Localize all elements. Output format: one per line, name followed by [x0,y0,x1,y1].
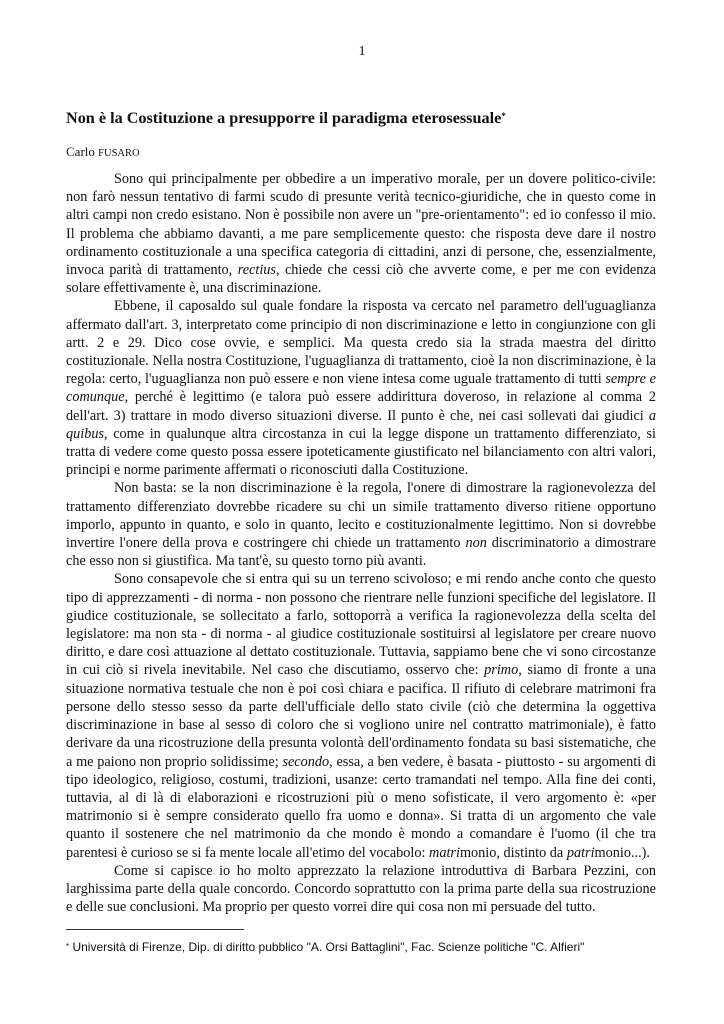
footnote-text: Università di Firenze, Dip. di diritto pubblico "A. Orsi Battaglini", Fac. Scienze politiche "C. Alfieri" [72,940,585,954]
paragraph-text: monio...). [594,844,650,861]
article-body [66,170,656,916]
body-paragraph [66,170,656,297]
italic-text: rectius [237,262,276,279]
author-first-name: Carlo [66,144,95,159]
body-paragraph [66,297,656,479]
italic-text: sempre e comunque [66,371,656,406]
paragraph-text: Ebbene, il caposaldo sul quale fondare la risposta va cercato nel parametro dell'uguaglianza affermato dall'art. 3, interpretato come principio di non discriminazione e letto in congiunzione con gli artt. 2 e 29. Dico cose ovvie, e semplici. Ma questa credo sia la strada maestra del diritto costituzionale. Nella nostra Costituzione, l'uguaglianza di trattamento, cioè la non discriminazione, è la regola: certo, l'uguaglianza non può essere e non viene intesa come uguale trattamento di tutti [66,298,656,388]
author-last-name: FUSARO [98,148,140,159]
author-name [66,144,140,160]
footnote-divider [66,929,244,930]
paragraph-text: , perché è legittimo (e talora può essere addirittura doveroso, in relazione al comma 2 dell'art. 3) trattare in modo diverso situazioni diverse. Il punto è che, nei casi sollevati dai giudici [66,389,656,424]
italic-text: secondo [282,753,330,770]
footnote [66,939,684,955]
italic-text: patri [566,844,595,861]
footnote-marker: * [66,942,70,951]
paragraph-text: Sono consapevole che si entra qui su un terreno scivoloso; e mi rendo anche conto che questo tipo di apprezzamenti - di norma - non possono che rientrare nelle funzioni specifiche del legislatore. Il giudice costituzionale, se sollecitato a farlo, sottoporrà a verifica la ragionevolezza della scelta del legislatore: ma non sta - di norma - al giudice costituzionale sostituirsi al legislatore per creare nuovo diritto, e dare così attuazione al dettato costituzionale. Tuttavia, sappiamo bene che vi sono circostanze in cui ciò si rivela inevitabile. Nel caso che discutiamo, osservo che: [66,571,656,679]
page-number: 1 [358,44,366,59]
title-text: Non è la Costituzione a presupporre il paradigma eterosessuale [66,109,502,127]
paragraph-text: , come in qualunque altra circostanza in cui la legge dispone un trattamento differenziato, si tratta di vedere come questo possa essere ipoteticamente giustificato nel bilanciamento con altri valori, principi e norme parimente affermati o riconosciuti dalla Costituzione. [66,425,656,479]
body-paragraph [66,570,656,861]
paragraph-text: , siamo di fronte a una situazione normativa testuale che non è poi così chiara e pacifica. Il rifiuto di celebrare matrimoni fra persone dello stesso sesso da parte dell'ufficiale dello stato civile (ciò che determina la oggettiva discriminazione in base al sesso di coloro che si vogliono unire nel contratto matrimoniale), è fatto derivare da una ricostruzione della presunta volontà dell'ordinamento fondata su basi sistematiche, che a me paiono non proprio solidissime; [66,662,656,770]
paragraph-text: Sono qui principalmente per obbedire a un imperativo morale, per un dovere politico-civile: non farò nessun tentativo di farmi scudo di presunte verità tecnico-giuridiche, che in questo come in altri campi non credo esistano. Non è possibile non avere un "pre-orientamento": ed io confesso il mio. Il problema che abbiamo davanti, a me pare semplicemente questo: che risposta deve dare il nostro ordinamento costituzionale a una specifica categoria di cittadini, anzi di persone, che, essenzialmente, invoca parità di trattamento, [66,171,656,279]
body-paragraph [66,862,656,917]
body-paragraph [66,479,656,570]
paragraph-text: , essa, a ben vedere, è basata - piuttosto - su argomenti di tipo ideologico, religioso, costumi, tradizioni, usanze: certo tramandati nel tempo. Alla fine dei conti, tuttavia, al di là di elaborazioni e ricostruzioni più o meno sofisticate, il vero argomento è: «per matrimonio si è sempre considerato quello fra uomo e donna». Si tratta di un argomento che vale quanto il sostenere che nel matrimonio da che mondo è mondo a comandare è l'uomo (il che tra parentesi è curioso se si fa mente locale all'etimo del vocabolo: [66,753,656,861]
paragraph-text: Come si capisce io ho molto apprezzato la relazione introduttiva di Barbara Pezzini, con larghissima parte della quale concordo. Concordo soprattutto con la prima parte della sua ricostruzione e delle sue conclusioni. Ma proprio per questo vorrei dire qui cosa non mi persuade del tutto. [66,862,656,916]
paragraph-text: , chiede che cessi ciò che avverte come, e per me con evidenza solare effettivamente è, una discriminazione. [66,262,656,297]
paragraph-text: monio, distinto da [459,844,567,861]
article-title [66,108,658,128]
italic-text: primo [484,662,519,679]
paragraph-text: discriminatorio a dimostrare che esso non si giustifica. Ma tant'è, su questo torno più avanti. [66,535,656,570]
italic-text: matri [429,844,460,861]
paragraph-text: Non basta: se la non discriminazione è la regola, l'onere di dimostrare la ragionevolezza del trattamento differenziato dovrebbe ricadere su chi un simile trattamento diverso ritiene opportuno imporlo, appunto in quanto, e solo in quanto, lecito e costituzionalmente legittimo. Non si dovrebbe invertire l'onere della prova e costringere chi chiede un trattamento [66,480,656,552]
title-footnote-marker: * [501,111,506,121]
italic-text: non [465,535,487,552]
italic-text: a quibus [66,407,656,442]
